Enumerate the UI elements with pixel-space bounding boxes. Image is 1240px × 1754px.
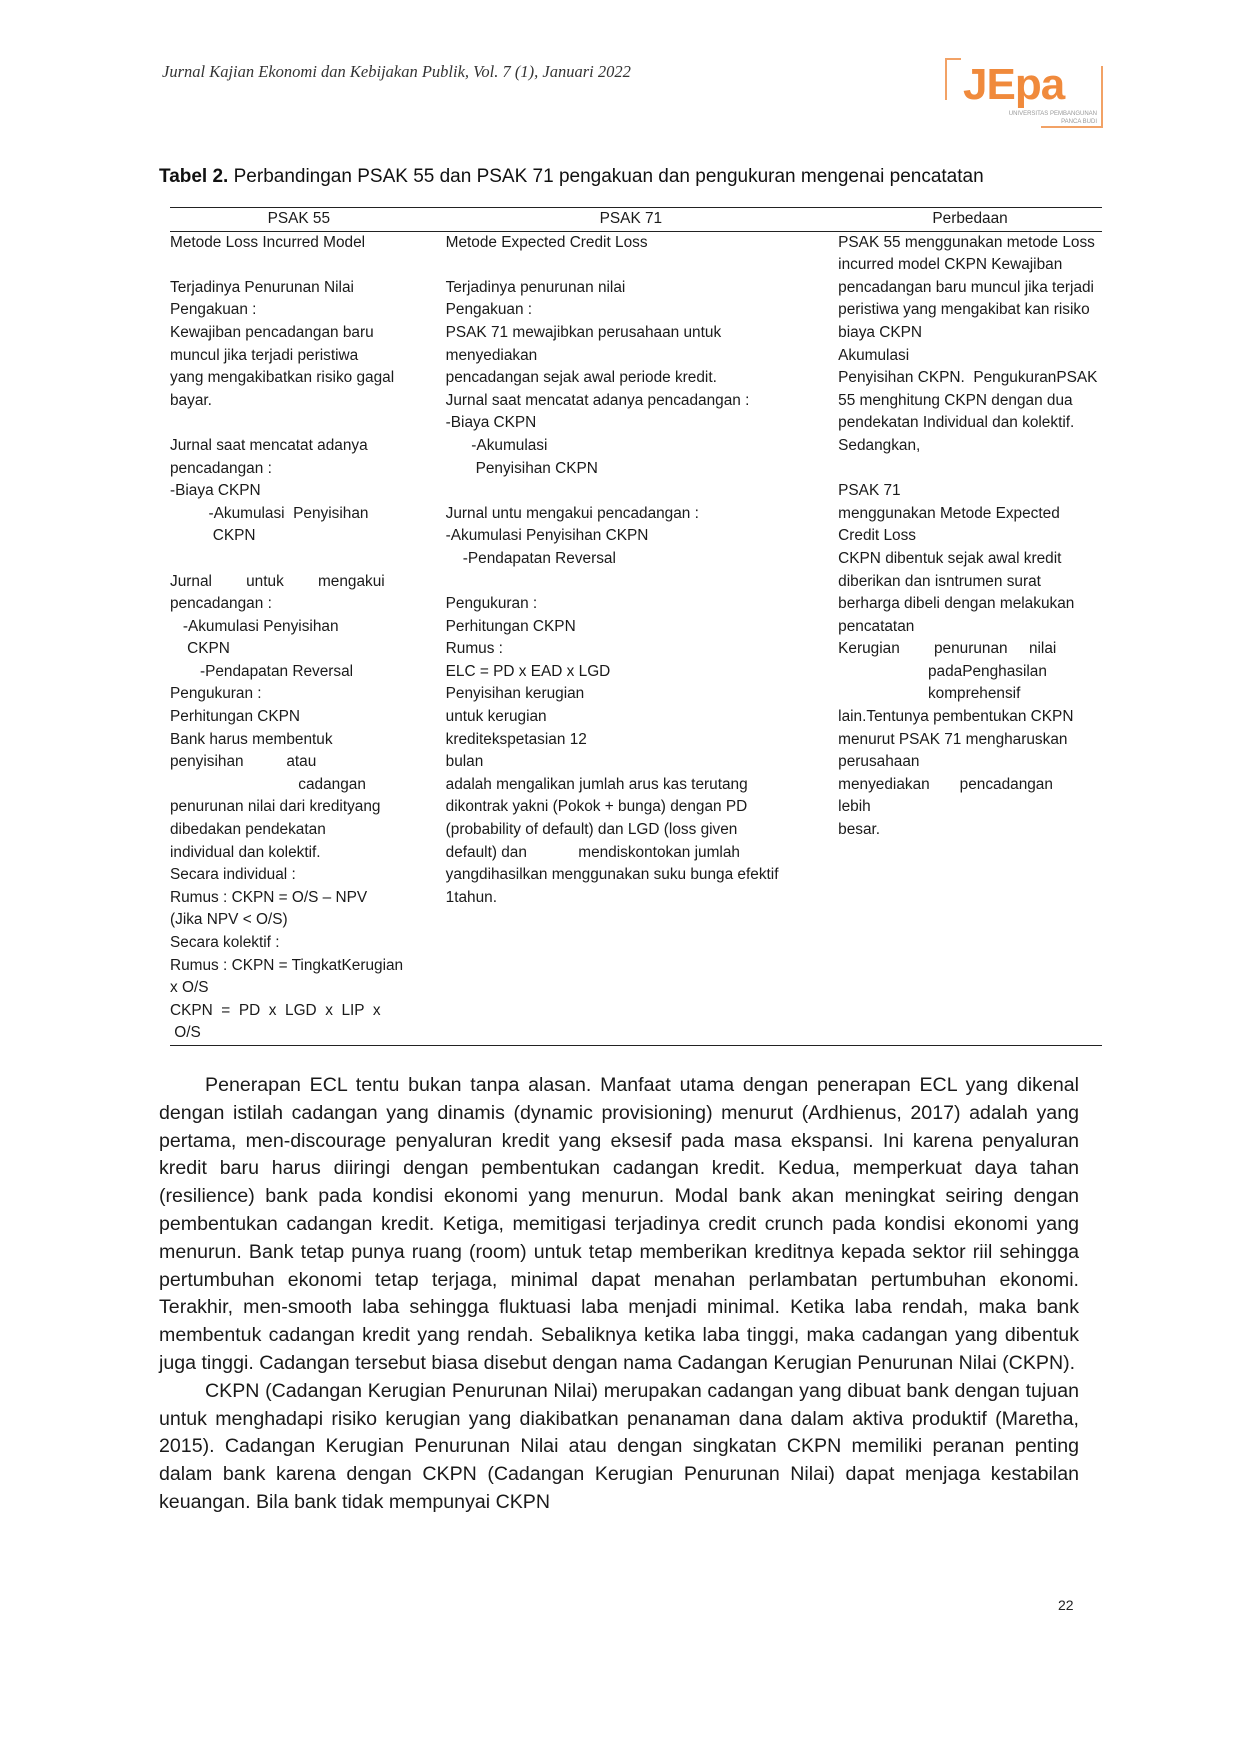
- comparison-table: [170, 207, 1102, 1046]
- table-caption: [159, 166, 984, 188]
- cell-psak55: Metode Loss Incurred Model Terjadinya Penurunan Nilai Pengakuan : Kewajiban pencadangan baru muncul jika terjadi peristiwa yang mengakibatkan risiko gagal bayar. Jurnal saat mencatat adanya pencadangan : -Biaya CKPN -Akumulasi Penyisihan CKPN Jurnal untuk mengakui pencadangan : -Akumulasi Penyisihan CKPN -Pendapatan Reversal Pengukuran : Perhitungan CKPN Bank harus membentuk penyisihan atau cadangan penurunan nilai dari kredityang dibedakan pendekatan individual dan kolektif. Secara individual : Rumus : CKPN = O/S – NPV (Jika NPV < O/S) Secara kolektif : Rumus : CKPN = TingkatKerugian x O/S CKPN = PD x LGD x LIP x O/S: [170, 231, 436, 1045]
- paragraph-ecl: Penerapan ECL tentu bukan tanpa alasan. Manfaat utama dengan penerapan ECL yang dikenal dengan istilah cadangan yang dinamis (dynamic provisioning) menurut (Ardhienus, 2017) adalah yang pertama, men-discourage penyaluran kredit yang eksesif pada masa ekspansi. Ini karena penyaluran kredit baru harus diiringi dengan pembentukan cadangan kredit. Kedua, memperkuat daya tahan (resilience) bank pada kondisi ekonomi yang menurun. Modal bank akan meningkat seiring dengan pembentukan cadangan kredit. Ketiga, memitigasi terjadinya credit crunch pada kondisi ekonomi yang menurun. Bank tetap punya ruang (room) untuk tetap memberikan kreditnya kepada sektor riil sehingga pertumbuhan ekonomi tetap terjaga, minimal dapat menahan perlambatan pertumbuhan ekonomi. Terakhir, men-smooth laba sehingga fluktuasi laba menjadi minimal. Ketika laba rendah, maka bank membentuk cadangan kredit yang rendah. Sebaliknya ketika laba tinggi, maka cadangan yang dibentuk juga tinggi. Cadangan tersebut biasa disebut dengan nama Cadangan Kerugian Penurunan Nilai (CKPN).: [159, 1074, 1079, 1374]
- journal-logo: [945, 58, 1103, 128]
- logo-mark: JEpa: [963, 60, 1065, 109]
- logo-subtitle: UNIVERSITAS PEMBANGUNAN PANCA BUDI: [1008, 111, 1097, 125]
- table-header-row: [170, 208, 1102, 232]
- table-row: [170, 231, 1102, 1045]
- table-caption-label: Tabel 2.: [159, 166, 229, 187]
- header-psak55: PSAK 55: [170, 208, 436, 232]
- logo-frame-left: [945, 58, 961, 100]
- cell-perbedaan: PSAK 55 menggunakan metode Loss incurred model CKPN Kewajiban pencadangan baru muncul jika terjadi peristiwa yang mengakibat kan risiko biaya CKPN Akumulasi Penyisihan CKPN. PengukuranPSAK 55 menghitung CKPN dengan dua pendekatan Individual dan kolektif. Sedangkan, PSAK 71 menggunakan Metode Expected Credit Loss CKPN dibentuk sejak awal kredit diberikan dan isntrumen surat berharga dibeli dengan melakukan pencatatan Kerugian penurunan nilai padaPenghasilan komprehensif lain.Tentunya pembentukan CKPN menurut PSAK 71 mengharuskan perusahaan menyediakan pencadangan lebih besar.: [826, 231, 1102, 1045]
- header-psak71: PSAK 71: [436, 208, 827, 232]
- table-caption-text: Perbandingan PSAK 55 dan PSAK 71 pengakuan dan pengukuran mengenai pencatatan: [228, 166, 984, 187]
- cell-psak71: Metode Expected Credit Loss Terjadinya penurunan nilai Pengakuan : PSAK 71 mewajibkan perusahaan untuk menyediakan pencadangan sejak awal periode kredit. Jurnal saat mencatat adanya pencadangan : -Biaya CKPN -Akumulasi Penyisihan CKPN Jurnal untu mengakui pencadangan : -Akumulasi Penyisihan CKPN -Pendapatan Reversal Pengukuran : Perhitungan CKPN Rumus : ELC = PD x EAD x LGD Penyisihan kerugian untuk kerugian kreditekspetasian 12 bulan adalah mengalikan jumlah arus kas terutang dikontrak yakni (Pokok + bunga) dengan PD (probability of default) dan LGD (loss given default) dan mendiskontokan jumlah yangdihasilkan menggunakan suku bunga efektif 1tahun.: [436, 231, 827, 1045]
- journal-header: Jurnal Kajian Ekonomi dan Kebijakan Publik, Vol. 7 (1), Januari 2022: [162, 62, 631, 81]
- header-perbedaan: Perbedaan: [826, 208, 1102, 232]
- body-text: [159, 1072, 1079, 1517]
- page-number: 22: [1058, 1597, 1074, 1613]
- paragraph-ckpn: CKPN (Cadangan Kerugian Penurunan Nilai) merupakan cadangan yang dibuat bank dengan tujuan untuk menghadapi risiko kerugian yang diakibatkan penanaman dana dalam aktiva produktif (Maretha, 2015). Cadangan Kerugian Penurunan Nilai atau dengan singkatan CKPN memiliki peranan penting dalam bank karena dengan CKPN (Cadangan Kerugian Penurunan Nilai) dapat menjaga kestabilan keuangan. Bila bank tidak mempunyai CKPN: [159, 1379, 1079, 1513]
